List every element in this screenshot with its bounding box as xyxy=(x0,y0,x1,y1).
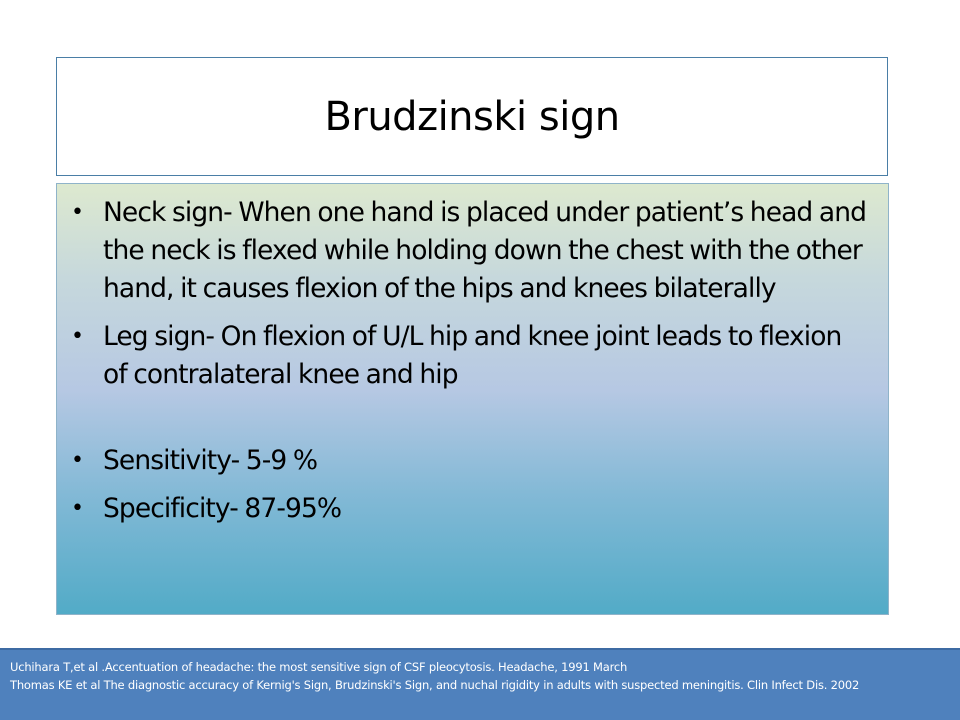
bullet-item-neck-sign xyxy=(71,194,871,308)
bullet-text: Sensitivity- 5-9 % xyxy=(103,445,318,476)
bullet-item-sensitivity xyxy=(71,442,871,480)
slide-title: Brudzinski sign xyxy=(324,93,620,140)
reference-1: Uchihara T,et al .Accentuation of headache: the most sensitive sign of CSF pleocytosis. Headache, 1991 March xyxy=(10,660,628,674)
bullet-item-leg-sign xyxy=(71,318,871,394)
bullet-dot-icon: • xyxy=(71,324,84,349)
bullet-text: Neck sign- When one hand is placed under patient’s head and the neck is flexed while holding down the chest with the other hand, it causes flexion of the hips and knees bilaterally xyxy=(103,197,867,304)
bullet-text: Specificity- 87-95% xyxy=(103,493,342,524)
bullet-list xyxy=(71,194,871,528)
bullet-dot-icon: • xyxy=(71,448,84,473)
bullet-dot-icon: • xyxy=(71,496,84,521)
reference-2: Thomas KE et al The diagnostic accuracy of Kernig's Sign, Brudzinski's Sign, and nuchal rigidity in adults with suspected meningitis. Clin Infect Dis. 2002 xyxy=(10,678,860,692)
bullet-text: Leg sign- On flexion of U/L hip and knee joint leads to flexion of contralateral knee and hip xyxy=(103,321,842,390)
bullet-item-specificity xyxy=(71,490,871,528)
references-footer xyxy=(0,648,960,720)
content-box xyxy=(56,183,889,615)
title-box xyxy=(56,57,888,176)
bullet-dot-icon: • xyxy=(71,200,84,225)
